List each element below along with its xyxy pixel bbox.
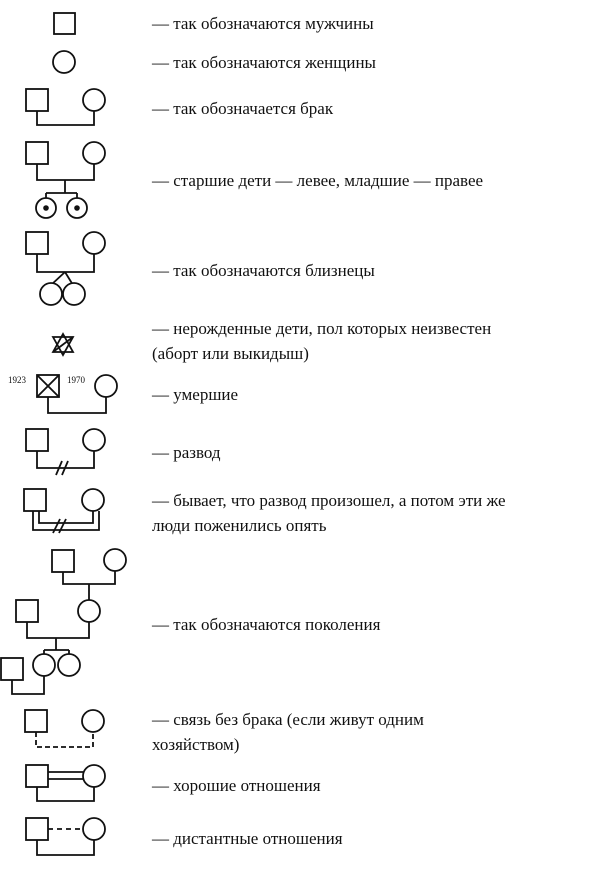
legend-text-distant-relations: — дистантные отношения [152,829,343,848]
legend-text-males: — так обозначаются мужчины [152,14,374,33]
legend-text-remarriage-line2: люди поженились опять [152,516,327,535]
legend-text-twins: — так обозначаются близнецы [152,261,375,280]
legend-text-deceased: — умершие [152,385,239,404]
marriage-symbol [26,89,105,125]
cohabitation-symbol [25,710,104,747]
generations-symbol [1,549,126,694]
legend-text-remarriage-line1: — бывает, что развод произошел, а потом эти же [152,491,506,510]
birth-year: 1923 [8,375,26,385]
legend-text-unborn-line2: (аборт или выкидыш) [152,344,309,363]
remarriage-symbol [24,489,104,533]
legend-text-children-order: — старшие дети — левее, младшие — правее [152,171,484,190]
legend-text-marriage: — так обозначается брак [152,99,334,118]
legend-text-divorce: — развод [152,443,221,462]
legend-text-females: — так обозначаются женщины [152,53,376,72]
legend-text-cohabitation-line1: — связь без брака (если живут одним [152,710,424,729]
female-symbol [53,51,75,73]
male-symbol [54,13,75,34]
unborn-symbol [53,334,73,355]
twins-symbol [26,232,105,305]
children-order-symbol [26,142,105,218]
deceased-symbol [8,375,117,413]
legend-text-generations: — так обозначаются поколения [152,615,381,634]
good-relations-symbol [26,765,105,801]
distant-relations-symbol [26,818,105,855]
divorce-symbol [26,429,105,475]
legend-text-good-relations: — хорошие отношения [152,776,321,795]
death-year: 1970 [67,375,85,385]
legend-text-unborn-line1: — нерожденные дети, пол которых неизвестен [152,319,492,338]
legend-text-cohabitation-line2: хозяйством) [152,735,240,754]
